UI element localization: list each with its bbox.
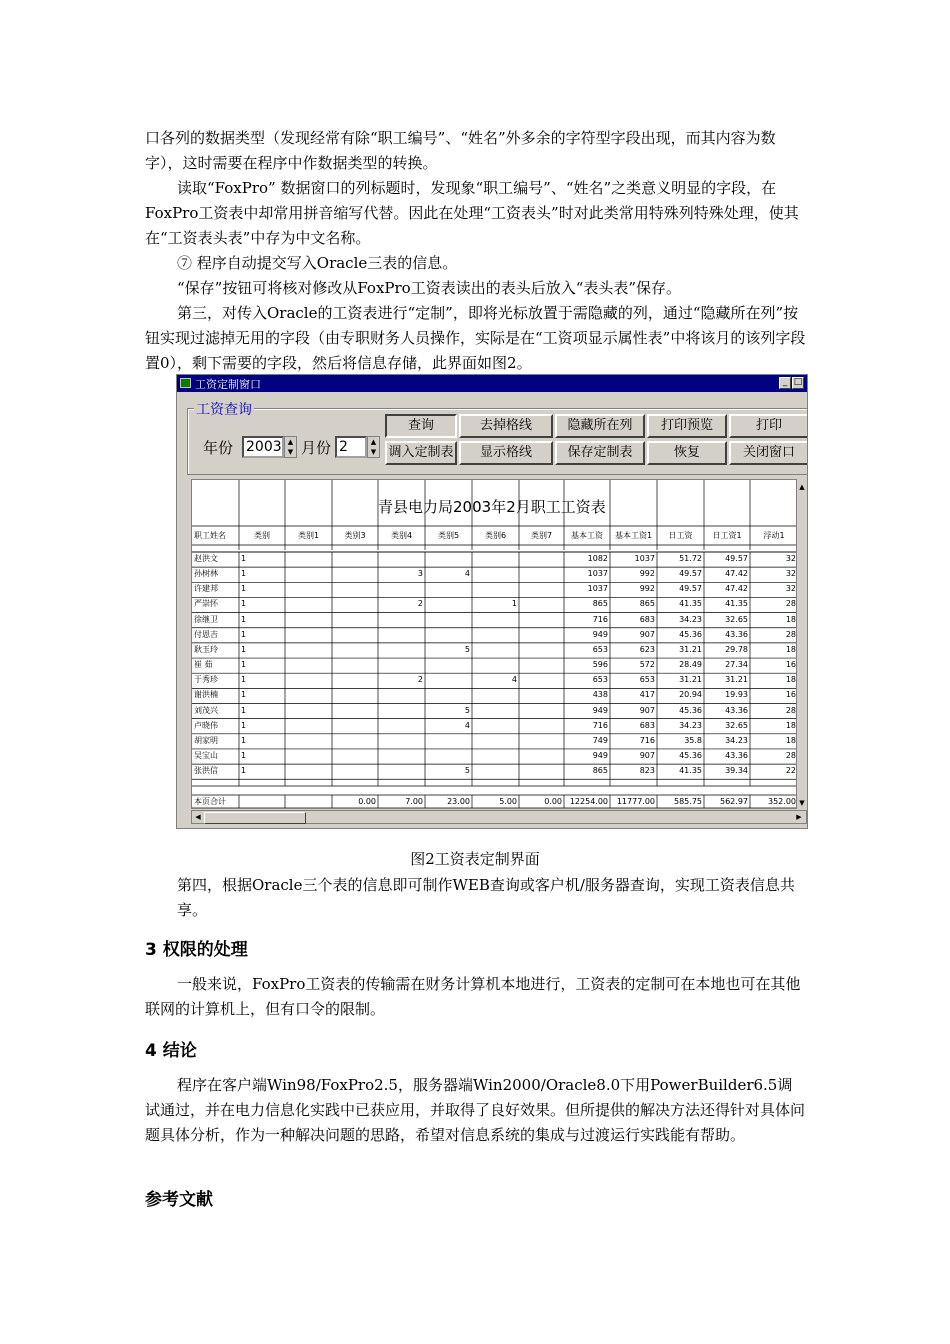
table-cell: 28 <box>785 705 796 715</box>
remove-grid-button[interactable]: 去掉格线 <box>459 414 553 438</box>
table-cell: 31.21 <box>725 675 748 685</box>
table-cell: 31.21 <box>679 644 702 654</box>
table-cell: 653 <box>592 644 608 654</box>
table-cell: 716 <box>592 720 608 730</box>
total-cell: 7.00 <box>405 797 423 806</box>
table-cell: 596 <box>592 660 608 670</box>
table-cell: 1 <box>241 690 247 700</box>
table-cell: 吴宝山 <box>194 750 218 760</box>
grid-title-suffix: 月职工工资表 <box>515 498 606 516</box>
table-cell: 耿玉玲 <box>194 644 218 654</box>
table-cell: 徐继卫 <box>194 614 218 624</box>
total-cell: 5.00 <box>499 797 517 806</box>
table-cell: 683 <box>639 614 655 624</box>
month-input[interactable]: 2 <box>335 436 367 458</box>
total-cell: 562.97 <box>720 797 748 806</box>
table-cell: 刘茂兴 <box>194 705 218 715</box>
references-heading: 参考文献 <box>145 1190 213 1210</box>
show-grid-button[interactable]: 显示格线 <box>459 441 553 465</box>
table-cell: 865 <box>592 599 608 609</box>
grid-title-year: 2003 <box>453 498 492 516</box>
paragraph-conclusion: 程序在客户端Win98/FoxPro2.5，服务器端Win2000/Oracle8.0下用PowerBuilder6.5调试通过，并在电力信息化实践中已获应用，并取得了良好效果。但所提供的解决方法还得针对具体问题具体分析，作为一种解决问题的思路，希望对信息系统的集成与过渡运行实践能有帮助。 <box>145 1076 806 1144</box>
column-header[interactable]: 类别3 <box>344 531 366 540</box>
table-cell: 32 <box>785 584 796 594</box>
table-cell: 32 <box>785 554 796 563</box>
table-cell: 18 <box>785 675 796 685</box>
table-cell: 28 <box>785 629 796 639</box>
table-cell: 19.93 <box>725 690 748 700</box>
grid-title-month: 2 <box>506 498 516 516</box>
table-cell: 16 <box>785 660 796 670</box>
table-cell: 865 <box>639 599 655 609</box>
table-cell: 1 <box>241 599 247 609</box>
table-cell: 653 <box>639 675 655 685</box>
paragraph-read-headers: 读取“FoxPro” 数据窗口的列标题时，发现象“职工编号”、“姓名”之类意义明显的字段，在FoxPro工资表中却常用拼音缩写代替。因此在处理“工资表头”时对此类常用特殊列特殊处理，使其在“工资表头表”中存为中文名称。 <box>145 179 799 247</box>
table-cell: 1 <box>241 766 247 776</box>
table-cell: 32.65 <box>725 720 748 730</box>
table-cell: 51.72 <box>679 554 702 563</box>
table-cell: 1 <box>241 614 247 624</box>
paragraph-fourth: 第四，根据Oracle三个表的信息即可制作WEB查询或客户机/服务器查询，实现工资表信息共享。 <box>177 876 795 919</box>
table-cell: 43.36 <box>725 629 748 639</box>
table-cell: 1 <box>241 629 247 639</box>
table-cell: 28 <box>785 750 796 760</box>
minimize-icon[interactable]: _ <box>779 377 791 389</box>
table-cell: 1 <box>241 705 247 715</box>
table-cell: 18 <box>785 720 796 730</box>
column-header[interactable]: 基本工资1 <box>614 531 653 540</box>
table-cell: 27.34 <box>725 660 748 670</box>
table-cell: 34.23 <box>679 614 702 624</box>
paragraph-save-button: “保存”按钮可将核对修改从FoxPro工资表读出的表头后放入“表头表”保存。 <box>177 279 682 297</box>
table-cell: 992 <box>639 584 655 594</box>
table-cell: 41.35 <box>725 599 748 609</box>
table-cell: 43.36 <box>725 750 748 760</box>
table-cell: 5 <box>464 705 470 715</box>
table-cell: 3 <box>417 569 423 579</box>
print-preview-button[interactable]: 打印预览 <box>647 414 727 438</box>
window-titlebar <box>177 375 807 392</box>
table-cell: 18 <box>785 614 796 624</box>
table-cell: 1037 <box>587 584 608 594</box>
vertical-scrollbar[interactable] <box>797 479 808 809</box>
query-group-label: 工资查询 <box>194 399 254 419</box>
table-cell: 49.57 <box>679 584 702 594</box>
table-cell: 865 <box>592 766 608 776</box>
grid-title-prefix: 青县电力局 <box>378 498 454 516</box>
table-cell: 1037 <box>634 554 655 563</box>
grid-title-mid: 年 <box>491 498 507 516</box>
table-cell: 45.36 <box>679 629 702 639</box>
table-cell: 653 <box>592 675 608 685</box>
close-window-button[interactable]: 关闭窗口 <box>729 441 808 465</box>
table-cell: 22 <box>785 766 796 776</box>
table-cell: 907 <box>639 750 655 760</box>
table-cell: 4 <box>464 569 470 579</box>
table-cell: 39.34 <box>725 766 748 776</box>
salary-custom-window <box>176 374 808 829</box>
table-cell: 47.42 <box>725 584 748 594</box>
paragraph-permissions: 一般来说，FoxPro工资表的传输需在财务计算机本地进行，工资表的定制可在本地也可在其他联网的计算机上，但有口令的限制。 <box>145 975 801 1018</box>
total-cell: 12254.00 <box>569 797 608 806</box>
table-cell: 34.23 <box>725 735 748 745</box>
table-cell: 49.57 <box>725 554 748 563</box>
table-cell: 28.49 <box>679 660 702 670</box>
month-label: 月份 <box>301 439 332 457</box>
table-cell: 孙树林 <box>194 569 218 579</box>
column-header[interactable]: 类别5 <box>437 531 460 540</box>
scroll-up-icon[interactable]: ▲ <box>799 483 805 491</box>
table-cell: 1 <box>241 735 247 745</box>
table-cell: 谢洪楠 <box>194 690 218 700</box>
table-cell: 1 <box>511 599 517 609</box>
table-cell: 43.36 <box>725 705 748 715</box>
table-cell: 严崇怀 <box>194 599 218 609</box>
table-cell: 49.57 <box>679 569 702 579</box>
column-header[interactable]: 基本工资 <box>571 531 603 540</box>
table-cell: 949 <box>592 629 608 639</box>
restore-button[interactable]: 恢复 <box>647 441 727 465</box>
table-cell: 18 <box>785 735 796 745</box>
table-cell: 5 <box>464 644 470 654</box>
table-cell: 417 <box>639 690 655 700</box>
query-button[interactable]: 查询 <box>385 414 457 438</box>
table-cell: 5 <box>464 766 470 776</box>
column-header[interactable]: 职工姓名 <box>194 531 226 540</box>
column-header[interactable]: 日工资1 <box>712 531 742 540</box>
table-cell: 907 <box>639 705 655 715</box>
month-spinner-icon[interactable]: ▲ ▼ <box>367 436 380 458</box>
table-cell: 2 <box>417 675 423 685</box>
table-cell: 35.8 <box>684 735 702 745</box>
column-header[interactable]: 类别7 <box>530 531 553 540</box>
table-cell: 716 <box>592 614 608 624</box>
column-header[interactable]: 类别6 <box>484 531 507 540</box>
column-header[interactable]: 类别1 <box>297 531 320 540</box>
total-cell: 352.00 <box>768 797 796 806</box>
column-header[interactable]: 类别 <box>254 531 270 540</box>
year-spinner-icon[interactable]: ▲ ▼ <box>284 436 297 458</box>
table-cell: 1 <box>241 675 247 685</box>
paragraph-continuation: 口各列的数据类型（发现经常有除“职工编号”、“姓名”外多余的字符型字段出现，而其内容为数字），这时需要在程序中作数据类型的转换。 <box>145 129 776 172</box>
table-cell: 1037 <box>587 569 608 579</box>
table-cell: 1 <box>241 554 247 563</box>
table-cell: 20.94 <box>679 690 702 700</box>
scroll-thumb[interactable] <box>204 812 306 824</box>
table-cell: 41.35 <box>679 766 702 776</box>
table-cell: 716 <box>639 735 655 745</box>
window-title: 工资定制窗口 <box>195 378 261 391</box>
section-heading-permissions: 3 权限的处理 <box>145 940 248 960</box>
table-cell: 4 <box>511 675 517 685</box>
table-cell: 2 <box>417 599 423 609</box>
table-cell: 1 <box>241 569 247 579</box>
column-header[interactable]: 浮动1 <box>763 531 785 540</box>
table-cell: 1 <box>241 750 247 760</box>
year-input[interactable]: 2003 <box>242 436 284 458</box>
table-cell: 907 <box>639 629 655 639</box>
table-cell: 438 <box>592 690 608 700</box>
table-cell: 41.35 <box>679 599 702 609</box>
column-header[interactable]: 类别4 <box>390 531 413 540</box>
section-heading-conclusion: 4 结论 <box>145 1041 197 1061</box>
scroll-left-icon[interactable]: ◀ <box>195 813 201 821</box>
table-cell: 18 <box>785 644 796 654</box>
table-cell: 卢晓伟 <box>194 720 218 730</box>
table-cell: 赵洪文 <box>194 554 218 563</box>
total-cell: 11777.00 <box>616 797 655 806</box>
import-custom-button[interactable]: 调入定制表 <box>385 441 457 465</box>
table-cell: 749 <box>592 735 608 745</box>
table-cell: 31.21 <box>679 675 702 685</box>
table-cell: 45.36 <box>679 705 702 715</box>
table-cell: 823 <box>639 766 655 776</box>
hide-column-button[interactable]: 隐藏所在列 <box>555 414 645 438</box>
table-cell: 1082 <box>587 554 608 563</box>
table-cell: 许建邦 <box>194 584 218 594</box>
table-cell: 张洪信 <box>194 766 218 776</box>
table-cell: 1 <box>241 720 247 730</box>
total-cell: 585.75 <box>674 797 702 806</box>
app-icon <box>180 378 191 388</box>
table-cell: 4 <box>464 720 470 730</box>
table-cell: 1 <box>241 644 247 654</box>
table-cell: 949 <box>592 705 608 715</box>
table-cell: 623 <box>639 644 655 654</box>
table-cell: 992 <box>639 569 655 579</box>
total-cell: 23.00 <box>447 797 470 806</box>
year-label: 年份 <box>203 439 234 457</box>
print-button[interactable]: 打印 <box>729 414 808 438</box>
table-cell: 于秀珍 <box>194 675 218 685</box>
table-cell: 29.78 <box>725 644 748 654</box>
total-cell: 0.00 <box>544 797 562 806</box>
table-cell: 32 <box>785 569 796 579</box>
horizontal-scrollbar[interactable] <box>191 810 807 824</box>
paragraph-third: 第三，对传入Oracle的工资表进行“定制”，即将光标放置于需隐藏的列，通过“隐藏所在列”按钮实现过滤掉无用的字段（由专职财务人员操作，实际是在“工资项显示属性表”中将该月的该列字段置0），剩下需要的字段，然后将信息存储，此界面如图2。 <box>145 304 806 372</box>
table-cell: 32.65 <box>725 614 748 624</box>
table-cell: 572 <box>639 660 655 670</box>
salary-data-grid[interactable] <box>191 479 797 809</box>
paragraph-step-7: ⑦ 程序自动提交写入Oracle三表的信息。 <box>177 254 458 272</box>
table-cell: 1 <box>241 584 247 594</box>
table-cell: 16 <box>785 690 796 700</box>
table-cell: 1 <box>241 660 247 670</box>
table-cell: 28 <box>785 599 796 609</box>
maximize-icon[interactable]: □ <box>793 377 803 387</box>
table-cell: 付恩吉 <box>194 629 218 639</box>
table-cell: 45.36 <box>679 750 702 760</box>
column-header[interactable]: 日工资 <box>668 531 693 540</box>
table-cell: 949 <box>592 750 608 760</box>
save-custom-button[interactable]: 保存定制表 <box>555 441 645 465</box>
scroll-down-icon[interactable]: ▼ <box>799 799 805 807</box>
table-cell: 683 <box>639 720 655 730</box>
table-cell: 47.42 <box>725 569 748 579</box>
table-cell: 34.23 <box>679 720 702 730</box>
table-cell: 胡家明 <box>194 735 218 745</box>
total-cell: 本页合计 <box>194 797 226 806</box>
scroll-right-icon[interactable]: ▶ <box>796 813 802 821</box>
total-cell: 0.00 <box>358 797 376 806</box>
figure-caption: 图2工资表定制界面 <box>410 850 540 868</box>
table-cell: 崔 茹 <box>194 660 213 670</box>
